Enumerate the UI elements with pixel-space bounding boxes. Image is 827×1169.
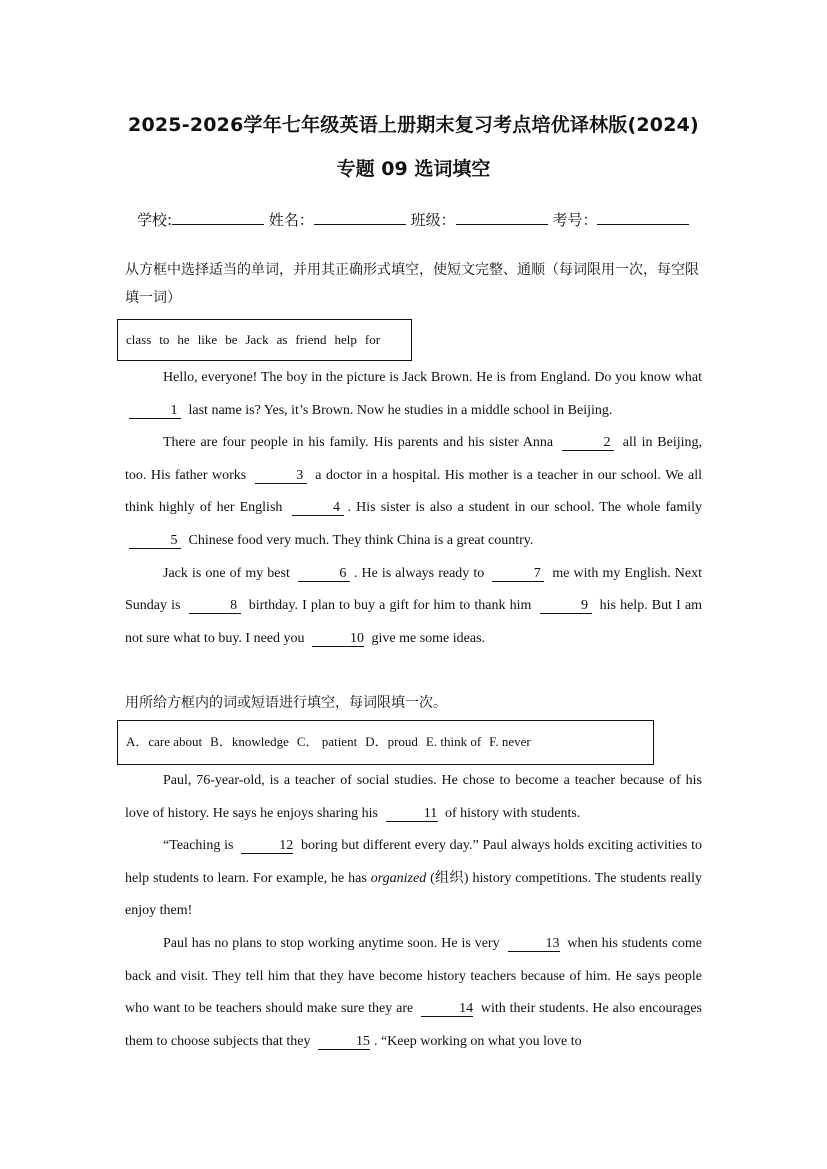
- passage-text: Paul has no plans to stop working anytime soon. He is very: [163, 935, 500, 951]
- blank-10[interactable]: 10: [312, 631, 364, 647]
- word-box-item: for: [364, 332, 381, 347]
- blank-15[interactable]: 15: [318, 1034, 370, 1050]
- section1-passage: [125, 362, 702, 655]
- passage-text: a doctor in a hospital. His mother is a teacher in our school. We all think highly of her English: [125, 467, 703, 516]
- word-box-item: class: [126, 332, 152, 347]
- passage-text: Jack is one of my best: [163, 565, 290, 581]
- word-box-item: as: [276, 332, 288, 347]
- student-info-line: [137, 209, 689, 230]
- option-item: E. think of: [425, 734, 482, 749]
- passage-text: . His sister is also a student in our school. The whole family: [347, 500, 702, 516]
- section1-word-box: [117, 319, 412, 361]
- passage-text: when his students come back and visit. They tell him that they have become history teachers because of him. He says people who want to be teachers should make sure they are: [125, 935, 703, 1017]
- option-item: A．care about: [126, 734, 203, 749]
- passage-text: . He is always ready to: [353, 565, 485, 581]
- passage-text: “Teaching is: [163, 838, 234, 854]
- passage-text: birthday. I plan to buy a gift for him to thank him: [248, 598, 532, 614]
- passage-text: . “Keep working on what you love to: [373, 1033, 582, 1049]
- word-box-item: be: [225, 332, 238, 347]
- passage-text: all in Beijing, too. His father works: [125, 435, 703, 483]
- passage-text: of history with students.: [445, 805, 581, 821]
- passage-text: me with my English. Next Sunday is: [125, 565, 702, 614]
- passage2-paragraph: [125, 928, 702, 1058]
- passage2-paragraph: [125, 765, 702, 830]
- document-subtitle: 专题 09 选词填空: [336, 158, 491, 180]
- word-box-item: friend: [295, 332, 327, 347]
- option-item: C． patient: [296, 734, 358, 749]
- passage-text: Chinese food very much. They think China is a great country.: [188, 532, 534, 548]
- passage-text: with their students. He also encourages them to choose subjects that they: [125, 1001, 702, 1049]
- passage-text: last name is? Yes, it’s Brown. Now he studies in a middle school in Beijing.: [188, 402, 613, 418]
- blank-6[interactable]: 6: [298, 566, 350, 582]
- blank-3[interactable]: 3: [255, 468, 307, 484]
- passage-text: give me some ideas.: [371, 630, 486, 646]
- blank-7[interactable]: 7: [492, 566, 544, 582]
- passage2-paragraph: [125, 830, 702, 928]
- blank-1[interactable]: 1: [129, 403, 181, 419]
- passage-text: boring but different every day.” Paul always holds exciting activities to help students to learn. For example, he has: [125, 838, 703, 886]
- passage1-paragraph: [125, 427, 702, 557]
- blank-2[interactable]: 2: [562, 435, 614, 451]
- option-item: F. never: [489, 734, 531, 749]
- passage-text: Hello, everyone! The boy in the picture is Jack Brown. He is from England. Do you know what: [163, 370, 702, 385]
- word-box-item: to: [159, 332, 170, 347]
- option-item: D．proud: [365, 734, 418, 749]
- class-field[interactable]: [456, 210, 548, 225]
- class-label: 班级：: [410, 211, 456, 229]
- blank-12[interactable]: 12: [241, 838, 293, 854]
- passage-text: (组织) history competitions. The students really enjoy them!: [125, 870, 703, 919]
- school-field[interactable]: [172, 210, 264, 225]
- blank-4[interactable]: 4: [292, 500, 344, 516]
- word-box-item: Jack: [245, 332, 269, 347]
- section1-instruction: 从方框中选择适当的单词，并用其正确形式填空，使短文完整、通顺（每词限用一次，每空限填一词）: [125, 262, 699, 306]
- document-title: 2025-2026学年七年级英语上册期末复习考点培优译林版(2024): [128, 114, 699, 136]
- blank-11[interactable]: 11: [386, 806, 438, 822]
- blank-9[interactable]: 9: [540, 598, 592, 614]
- name-field[interactable]: [314, 210, 406, 225]
- blank-13[interactable]: 13: [508, 936, 560, 952]
- option-item: B．knowledge: [210, 734, 289, 749]
- blank-14[interactable]: 14: [421, 1001, 473, 1017]
- exam-number-field[interactable]: [597, 210, 689, 225]
- section2-passage: [125, 765, 702, 1058]
- word-box-item: he: [177, 332, 190, 347]
- passage1-paragraph: [125, 558, 702, 656]
- blank-8[interactable]: 8: [189, 598, 241, 614]
- section2-option-box: [117, 720, 654, 765]
- passage-text: Paul, 76-year-old, is a teacher of social studies. He chose to become a teacher because of his love of history. He says he enjoys sharing his: [125, 773, 702, 821]
- section2-instruction: 用所给方框内的词或短语进行填空，每词限填一次。: [125, 695, 447, 711]
- blank-5[interactable]: 5: [129, 533, 181, 549]
- passage1-paragraph: [125, 362, 702, 427]
- name-label: 姓名：: [268, 211, 314, 229]
- passage-text: his help. But I am not sure what to buy. I need you: [125, 598, 703, 646]
- word-box-item: help: [334, 332, 357, 347]
- school-label: 学校:: [137, 211, 173, 229]
- exam-number-label: 考号：: [552, 211, 598, 229]
- word-box-item: like: [197, 332, 218, 347]
- passage-text: There are four people in his family. His parents and his sister Anna: [163, 435, 554, 451]
- italic-word: organized: [370, 870, 427, 886]
